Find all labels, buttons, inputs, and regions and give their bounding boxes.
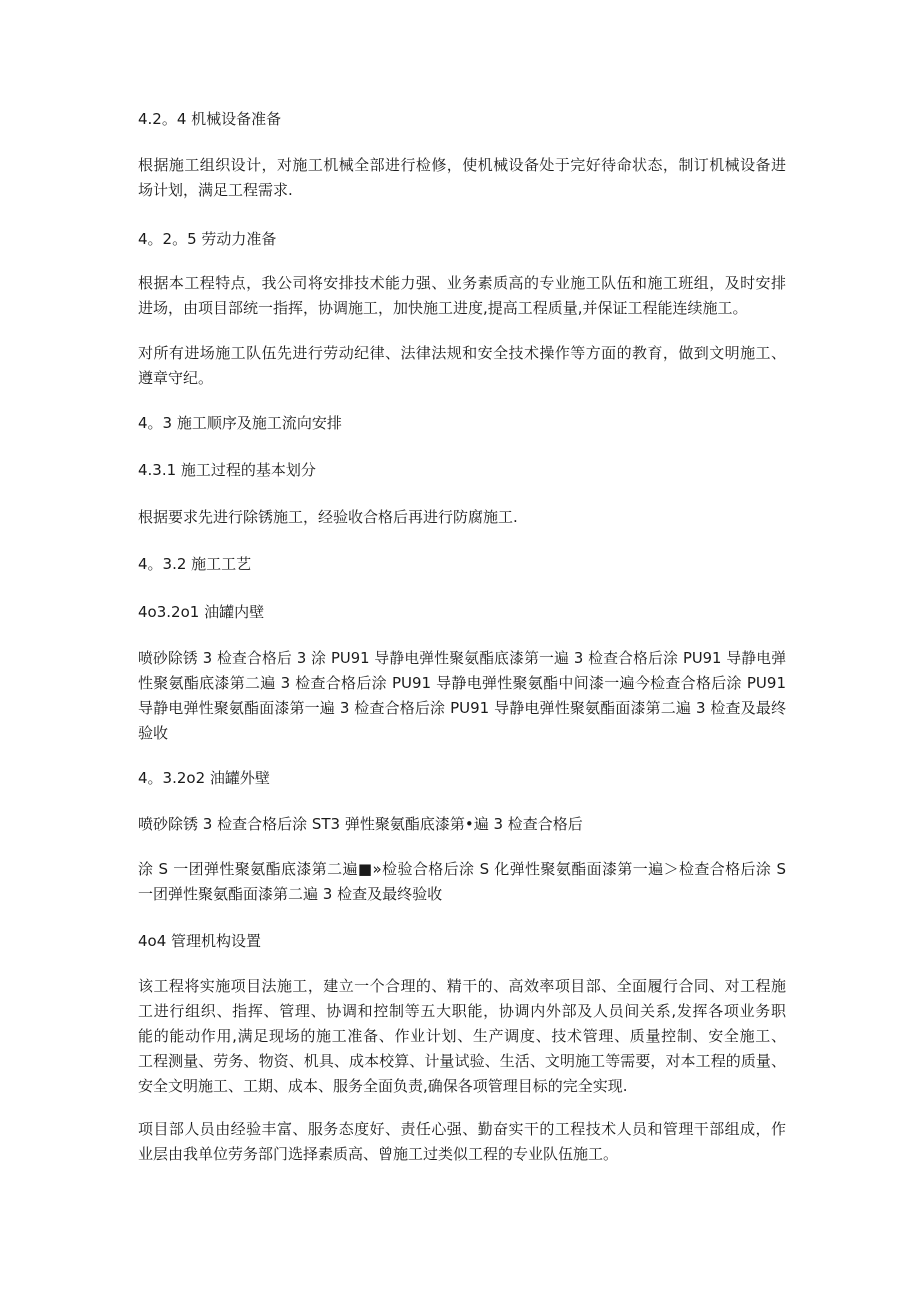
heading-4-3-2-1: [138, 600, 786, 625]
heading-text: 4。3.2o2 油罐外壁: [138, 769, 270, 787]
paragraph-line: 场计划，满足工程需求.: [138, 181, 293, 199]
heading-4-3-1: [138, 458, 786, 483]
paragraph-education: [138, 341, 786, 391]
heading-4-3: [138, 411, 786, 436]
paragraph-personnel: [138, 1117, 786, 1167]
paragraph-management: [138, 974, 786, 1099]
paragraph-division: [138, 505, 786, 530]
heading-text: 4。3.2 施工工艺: [138, 555, 252, 573]
paragraph-machinery: [138, 153, 786, 203]
heading-4-2-5: [138, 227, 786, 252]
paragraph-inner-wall: [138, 646, 786, 746]
paragraph-outer-wall-1: [138, 812, 786, 837]
paragraph-line: 根据要求先进行除锈施工，经验收合格后再进行防腐施工.: [138, 508, 518, 526]
paragraph-line: 喷砂除锈 3 检查合格后涂 ST3 弹性聚氨酯底漆第•遍 3 检查合格后: [138, 815, 583, 833]
heading-4-3-2: [138, 552, 786, 577]
heading-4-4: [138, 929, 786, 954]
paragraph-line: 一团弹性聚氨酯面漆第二遍 3 检查及最终验收: [138, 885, 443, 903]
paragraph-line: 该工程将实施项目法施工，建立一个合理的、精干的、高效率项目部、全面履行合同、对工程施: [138, 977, 786, 995]
paragraph-line: 遵章守纪。: [138, 369, 214, 387]
heading-4-3-2-2: [138, 766, 786, 791]
paragraph-line: 进场，由项目部统一指挥，协调施工，加快施工进度,提高工程质量,并保证工程能连续施工。: [138, 299, 748, 317]
paragraph-line: 喷砂除锈 3 检查合格后 3 涂 PU91 导静电弹性聚氨酯底漆第一遍 3 检查合格后涂 PU91 导静电弹: [138, 650, 786, 667]
paragraph-outer-wall-2: [138, 857, 786, 907]
paragraph-line: 工程测量、劳务、物资、机具、成本校算、计量试验、生活、文明施工等需要，对本工程的质量、: [138, 1052, 786, 1070]
paragraph-line: 能的能动作用,满足现场的施工准备、作业计划、生产调度、技术管理、质量控制、安全施工、: [138, 1027, 786, 1045]
paragraph-line: 对所有进场施工队伍先进行劳动纪律、法律法规和安全技术操作等方面的教育，做到文明施工、: [138, 344, 786, 362]
paragraph-line: 业层由我单位劳务部门选择素质高、曾施工过类似工程的专业队伍施工。: [138, 1145, 619, 1163]
paragraph-line: 根据本工程特点，我公司将安排技术能力强、业务素质高的专业施工队伍和施工班组，及时安排: [138, 274, 786, 292]
paragraph-line: 涂 S 一团弹性聚氨酯底漆第二遍■»检验合格后涂 S 化弹性聚氨酯面漆第一遍＞检查合格后涂 S: [138, 860, 786, 878]
heading-text: 4.2。4 机械设备准备: [138, 110, 282, 128]
heading-text: 4.3.1 施工过程的基本划分: [138, 461, 316, 479]
heading-text: 4o4 管理机构设置: [138, 932, 262, 950]
paragraph-line: 工进行组织、指挥、管理、协调和控制等五大职能，协调内外部及人员间关系,发挥各项业务职: [138, 1002, 786, 1020]
paragraph-line: 性聚氨酯底漆第二遍 3 检查合格后涂 PU91 导静电弹性聚氨酯中间漆一遍今检查合格后涂 PU91: [138, 674, 786, 692]
heading-text: 4o3.2o1 油罐内壁: [138, 603, 265, 621]
paragraph-line: 项目部人员由经验丰富、服务态度好、责任心强、勤奋实干的工程技术人员和管理干部组成，作: [138, 1120, 786, 1138]
paragraph-line: 导静电弹性聚氨酯面漆第一遍 3 检查合格后涂 PU91 导静电弹性聚氨酯面漆第二遍 3 检查及最终: [138, 699, 786, 717]
paragraph-line: 验收: [138, 724, 169, 742]
paragraph-line: 安全文明施工、工期、成本、服务全面负责,确保各项管理目标的完全实现.: [138, 1077, 628, 1095]
paragraph-labor: [138, 271, 786, 321]
paragraph-line: 根据施工组织设计，对施工机械全部进行检修，使机械设备处于完好待命状态，制订机械设备进: [138, 156, 786, 174]
heading-4-2-4: [138, 107, 786, 132]
heading-text: 4。2。5 劳动力准备: [138, 230, 277, 248]
heading-text: 4。3 施工顺序及施工流向安排: [138, 414, 342, 432]
